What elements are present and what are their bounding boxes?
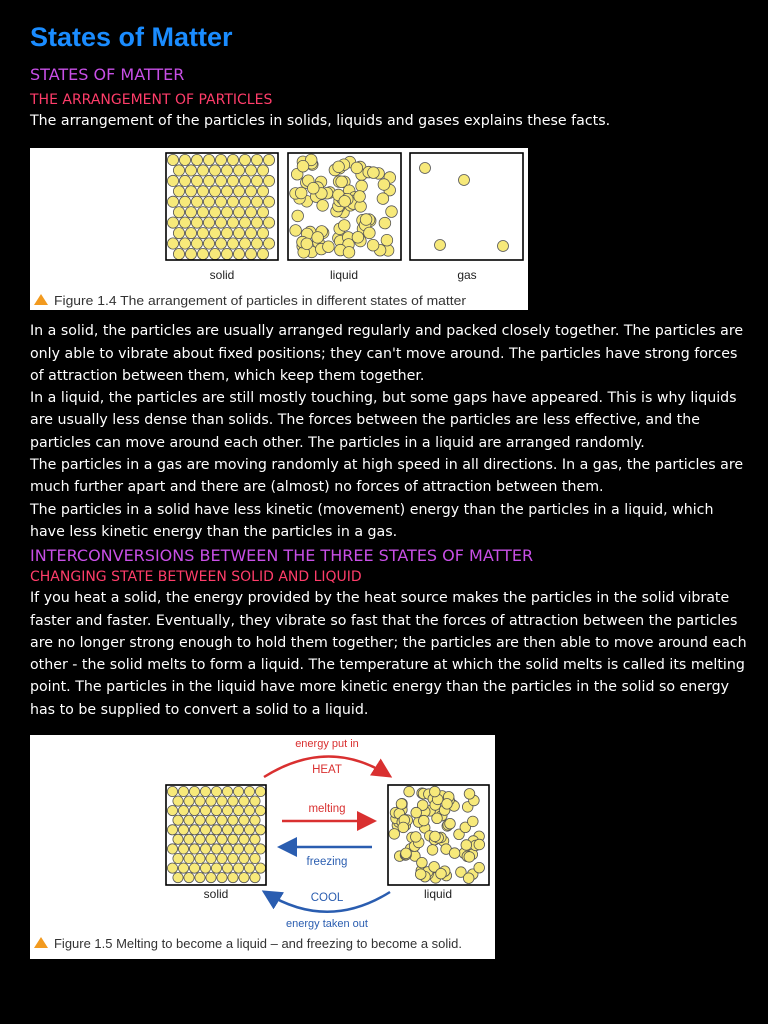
liquid-particle: [379, 218, 391, 230]
solid-particle: [200, 786, 210, 796]
solid-particle: [203, 155, 214, 166]
liquid-particle: [464, 852, 475, 863]
fig2-caption: Figure 1.5 Melting to become a liquid – and freezing to become a solid.: [54, 937, 463, 952]
liquid-particle: [419, 815, 430, 826]
solid-particle: [239, 176, 250, 187]
subsection-heading-solid-liquid: CHANGING STATE BETWEEN SOLID AND LIQUID: [30, 569, 362, 586]
solid-particle: [203, 176, 214, 187]
solid-particle: [227, 176, 238, 187]
solid-particle: [211, 786, 221, 796]
solid-particle: [263, 238, 274, 249]
solid-particle: [173, 165, 184, 176]
solid-particle: [184, 796, 194, 806]
solid-particle: [200, 844, 210, 854]
liquid-particle: [461, 840, 472, 851]
fig2-cool: COOL: [310, 892, 344, 905]
solid-particle: [178, 863, 188, 873]
gas-particle: [435, 240, 446, 251]
solid-particle: [250, 834, 260, 844]
solid-particle: [178, 806, 188, 816]
solid-particle: [245, 207, 256, 218]
solid-particle: [185, 207, 196, 218]
solid-particle: [245, 165, 256, 176]
solid-particle: [173, 796, 183, 806]
solid-particle: [221, 249, 232, 260]
solid-particle: [191, 176, 202, 187]
solid-particle: [195, 853, 205, 863]
solid-particle: [227, 155, 238, 166]
fig1-label-liquid: liquid: [329, 268, 359, 283]
solid-particle: [191, 155, 202, 166]
gas-particle: [420, 163, 431, 174]
fig2-energy-out: energy taken out: [286, 918, 368, 931]
solid-particle: [263, 196, 274, 207]
liquid-particle: [474, 862, 485, 873]
solid-particle: [211, 863, 221, 873]
paragraph-kinetic: The particles in a solid have less kinetic (movement) energy than the particles in a liquid, which have less kinetic energy than the particles in a gas.: [30, 501, 714, 540]
solid-particle: [197, 186, 208, 197]
solid-particle: [255, 806, 265, 816]
solid-particle: [200, 863, 210, 873]
solid-particle: [228, 853, 238, 863]
solid-particle: [173, 228, 184, 239]
solid-particle: [173, 853, 183, 863]
liquid-particle: [368, 167, 380, 179]
solid-particle: [185, 228, 196, 239]
solid-particle: [257, 228, 268, 239]
solid-particle: [195, 796, 205, 806]
solid-particle: [173, 186, 184, 197]
solid-particle: [233, 806, 243, 816]
solid-particle: [179, 155, 190, 166]
liquid-particle: [389, 829, 400, 840]
solid-particle: [255, 786, 265, 796]
solid-particle: [184, 853, 194, 863]
liquid-particle: [430, 831, 441, 842]
fig1-caption: Figure 1.4 The arrangement of particles in different states of matter: [54, 294, 466, 309]
fig2-melting: melting: [308, 803, 346, 816]
solid-particle: [203, 217, 214, 228]
liquid-particle: [308, 183, 320, 195]
liquid-particle: [404, 786, 415, 797]
liquid-particle: [354, 191, 366, 203]
liquid-particle: [468, 816, 479, 827]
solid-particle: [228, 815, 238, 825]
solid-particle: [197, 207, 208, 218]
liquid-particle: [427, 845, 438, 856]
solid-particle: [184, 834, 194, 844]
solid-particle: [173, 815, 183, 825]
paragraph-liquid: In a liquid, the particles are still mostly touching, but some gaps have appeared. This is why liquids are usually less dense than solids. The forces between the particles are less effective, and the particles can move around each other. The particles in a liquid are arranged randomly.: [30, 390, 737, 451]
liquid-particle: [336, 176, 348, 188]
solid-particle: [244, 786, 254, 796]
liquid-particle: [339, 196, 351, 208]
solid-particle: [222, 863, 232, 873]
solid-particle: [222, 786, 232, 796]
solid-particle: [239, 873, 249, 883]
solid-particle: [195, 873, 205, 883]
fig1-label-gas: gas: [457, 268, 477, 283]
solid-particle: [206, 815, 216, 825]
solid-particle: [217, 796, 227, 806]
solid-particle: [250, 853, 260, 863]
liquid-particle: [474, 839, 485, 850]
fig2-energy-in: energy put in: [295, 738, 359, 751]
solid-particle: [167, 217, 178, 228]
section-heading-interconversions: INTERCONVERSIONS BETWEEN THE THREE STATES OF MATTER: [30, 546, 534, 566]
solid-particle: [233, 863, 243, 873]
solid-particle: [209, 165, 220, 176]
liquid-particle: [292, 210, 304, 222]
solid-particle: [215, 238, 226, 249]
liquid-particle: [339, 220, 351, 232]
solid-particle: [221, 207, 232, 218]
solid-particle: [250, 815, 260, 825]
liquid-particle: [356, 180, 368, 192]
solid-particle: [211, 825, 221, 835]
solid-particle: [233, 825, 243, 835]
paragraph-melting: If you heat a solid, the energy provided by the heat source makes the particles in the solid vibrate faster and faster. Eventually, they vibrate so fast that the forces of attraction between the particles are no longer strong enough to hold them together; the particles are then able to move around each other - the solid melts to form a liquid. The temperature at which the solid melts is called its melting point. The particles in the liquid have more kinetic energy than the particles in the solid so energy has to be supplied to convert a solid to a liquid.: [30, 590, 747, 718]
solid-particle: [244, 863, 254, 873]
solid-particle: [206, 834, 216, 844]
solid-particle: [233, 186, 244, 197]
solid-particle: [209, 186, 220, 197]
solid-particle: [189, 806, 199, 816]
solid-particle: [167, 176, 178, 187]
solid-particle: [227, 196, 238, 207]
solid-particle: [195, 815, 205, 825]
solid-particle: [217, 815, 227, 825]
solid-particle: [209, 228, 220, 239]
liquid-particle: [463, 873, 474, 884]
section-heading-states: STATES OF MATTER: [30, 65, 185, 84]
fig2-heat: HEAT: [312, 764, 342, 777]
solid-particle: [251, 176, 262, 187]
solid-particle: [263, 176, 274, 187]
solid-particle: [211, 806, 221, 816]
fig2-freezing: freezing: [306, 856, 348, 869]
solid-particle: [227, 238, 238, 249]
liquid-particle: [312, 232, 324, 244]
solid-particle: [206, 853, 216, 863]
liquid-particle: [464, 789, 475, 800]
document-content: [30, 18, 750, 959]
liquid-particle: [351, 162, 363, 174]
solid-particle: [203, 238, 214, 249]
solid-particle: [209, 207, 220, 218]
liquid-particle: [449, 848, 460, 859]
solid-particle: [221, 165, 232, 176]
solid-particle: [189, 825, 199, 835]
solid-particle: [197, 228, 208, 239]
solid-particle: [221, 186, 232, 197]
solid-particle: [215, 176, 226, 187]
liquid-particle: [367, 240, 379, 252]
solid-particle: [245, 249, 256, 260]
solid-particle: [167, 825, 177, 835]
solid-particle: [239, 815, 249, 825]
solid-particle: [257, 207, 268, 218]
gas-particle: [498, 241, 509, 252]
intro-paragraph: The arrangement of the particles in solids, liquids and gases explains these facts.: [30, 113, 611, 129]
solid-particle: [191, 238, 202, 249]
solid-particle: [250, 796, 260, 806]
solid-particle: [222, 844, 232, 854]
solid-particle: [189, 863, 199, 873]
solid-particle: [173, 207, 184, 218]
solid-particle: [255, 863, 265, 873]
solid-particle: [239, 853, 249, 863]
solid-particle: [233, 786, 243, 796]
solid-particle: [250, 873, 260, 883]
liquid-particle: [352, 232, 364, 244]
liquid-particle: [295, 187, 307, 199]
liquid-particle: [377, 193, 389, 205]
solid-particle: [185, 186, 196, 197]
solid-particle: [167, 844, 177, 854]
solid-particle: [167, 786, 177, 796]
liquid-particle: [343, 247, 355, 259]
solid-particle: [239, 217, 250, 228]
solid-particle: [222, 806, 232, 816]
liquid-particle: [411, 807, 422, 818]
fig2-label-solid: solid: [203, 887, 229, 902]
solid-particle: [251, 238, 262, 249]
solid-particle: [206, 873, 216, 883]
solid-particle: [211, 844, 221, 854]
liquid-particle: [364, 227, 376, 239]
solid-particle: [217, 853, 227, 863]
solid-particle: [191, 217, 202, 228]
liquid-particle: [401, 848, 412, 859]
solid-particle: [173, 249, 184, 260]
liquid-particle: [417, 857, 428, 868]
solid-particle: [263, 217, 274, 228]
solid-particle: [239, 796, 249, 806]
solid-particle: [179, 217, 190, 228]
solid-particle: [233, 844, 243, 854]
solid-particle: [167, 155, 178, 166]
solid-particle: [197, 249, 208, 260]
fig2-label-liquid: liquid: [423, 887, 453, 902]
paragraph-solid: In a solid, the particles are usually arranged regularly and packed closely together. The particles are only able to vibrate about fixed positions; they can't move around. The particles have strong forces of attraction between them, which keep them together.: [30, 323, 744, 384]
solid-particle: [215, 217, 226, 228]
solid-particle: [167, 196, 178, 207]
solid-particle: [245, 228, 256, 239]
solid-particle: [206, 796, 216, 806]
liquid-particle: [415, 869, 426, 880]
liquid-particle: [386, 206, 398, 218]
solid-particle: [251, 155, 262, 166]
liquid-particle: [323, 241, 335, 253]
liquid-particle: [317, 200, 329, 212]
liquid-particle: [381, 235, 393, 247]
liquid-particle: [297, 161, 309, 173]
gas-particle: [459, 175, 470, 186]
solid-particle: [251, 217, 262, 228]
solid-particle: [173, 834, 183, 844]
solid-particle: [239, 155, 250, 166]
solid-particle: [233, 165, 244, 176]
caption-triangle-icon: [34, 937, 48, 948]
figure-melting-freezing: [30, 735, 495, 959]
solid-particle: [179, 238, 190, 249]
solid-particle: [179, 196, 190, 207]
solid-particle: [233, 249, 244, 260]
solid-particle: [227, 217, 238, 228]
paragraph-gas: The particles in a gas are moving randomly at high speed in all directions. In a gas, the particles are much further apart and there are (almost) no forces of attraction between them.: [30, 457, 744, 496]
solid-particle: [167, 806, 177, 816]
figure-particle-arrangement: [30, 148, 528, 310]
page-title: States of Matter: [30, 22, 233, 52]
liquid-particle: [436, 868, 447, 879]
solid-particle: [244, 825, 254, 835]
solid-particle: [197, 165, 208, 176]
solid-particle: [185, 249, 196, 260]
subsection-heading-arrangement: THE ARRANGEMENT OF PARTICLES: [30, 92, 273, 108]
solid-particle: [257, 249, 268, 260]
solid-particle: [184, 815, 194, 825]
liquid-particle: [442, 799, 453, 810]
solid-particle: [239, 834, 249, 844]
liquid-particle: [398, 822, 409, 833]
solid-particle: [228, 834, 238, 844]
solid-particle: [255, 825, 265, 835]
solid-particle: [239, 196, 250, 207]
liquid-particle: [396, 799, 407, 810]
solid-particle: [244, 806, 254, 816]
caption-triangle-icon: [34, 294, 48, 305]
liquid-particle: [445, 818, 456, 829]
solid-particle: [228, 796, 238, 806]
solid-particle: [200, 806, 210, 816]
solid-particle: [195, 834, 205, 844]
liquid-particle: [378, 179, 390, 191]
solid-particle: [222, 825, 232, 835]
solid-particle: [257, 186, 268, 197]
liquid-particle: [411, 832, 422, 843]
solid-particle: [245, 186, 256, 197]
solid-particle: [209, 249, 220, 260]
solid-particle: [257, 165, 268, 176]
liquid-particle: [430, 786, 441, 797]
solid-particle: [167, 238, 178, 249]
solid-particle: [191, 196, 202, 207]
solid-particle: [189, 786, 199, 796]
solid-particle: [179, 176, 190, 187]
solid-particle: [203, 196, 214, 207]
solid-particle: [244, 844, 254, 854]
solid-particle: [184, 873, 194, 883]
liquid-particle: [360, 214, 372, 226]
solid-particle: [200, 825, 210, 835]
solid-particle: [263, 155, 274, 166]
solid-particle: [178, 825, 188, 835]
solid-particle: [215, 196, 226, 207]
solid-particle: [215, 155, 226, 166]
solid-particle: [228, 873, 238, 883]
solid-particle: [255, 844, 265, 854]
solid-particle: [251, 196, 262, 207]
liquid-particle: [290, 225, 302, 237]
liquid-particle: [333, 161, 345, 173]
solid-particle: [178, 786, 188, 796]
solid-particle: [185, 165, 196, 176]
solid-particle: [189, 844, 199, 854]
solid-particle: [233, 228, 244, 239]
liquid-particle: [301, 238, 313, 250]
solid-particle: [178, 844, 188, 854]
solid-particle: [233, 207, 244, 218]
solid-particle: [173, 873, 183, 883]
liquid-particle: [432, 813, 443, 824]
solid-particle: [221, 228, 232, 239]
fig1-label-solid: solid: [209, 268, 235, 283]
solid-particle: [167, 863, 177, 873]
solid-particle: [239, 238, 250, 249]
solid-particle: [217, 834, 227, 844]
solid-particle: [217, 873, 227, 883]
